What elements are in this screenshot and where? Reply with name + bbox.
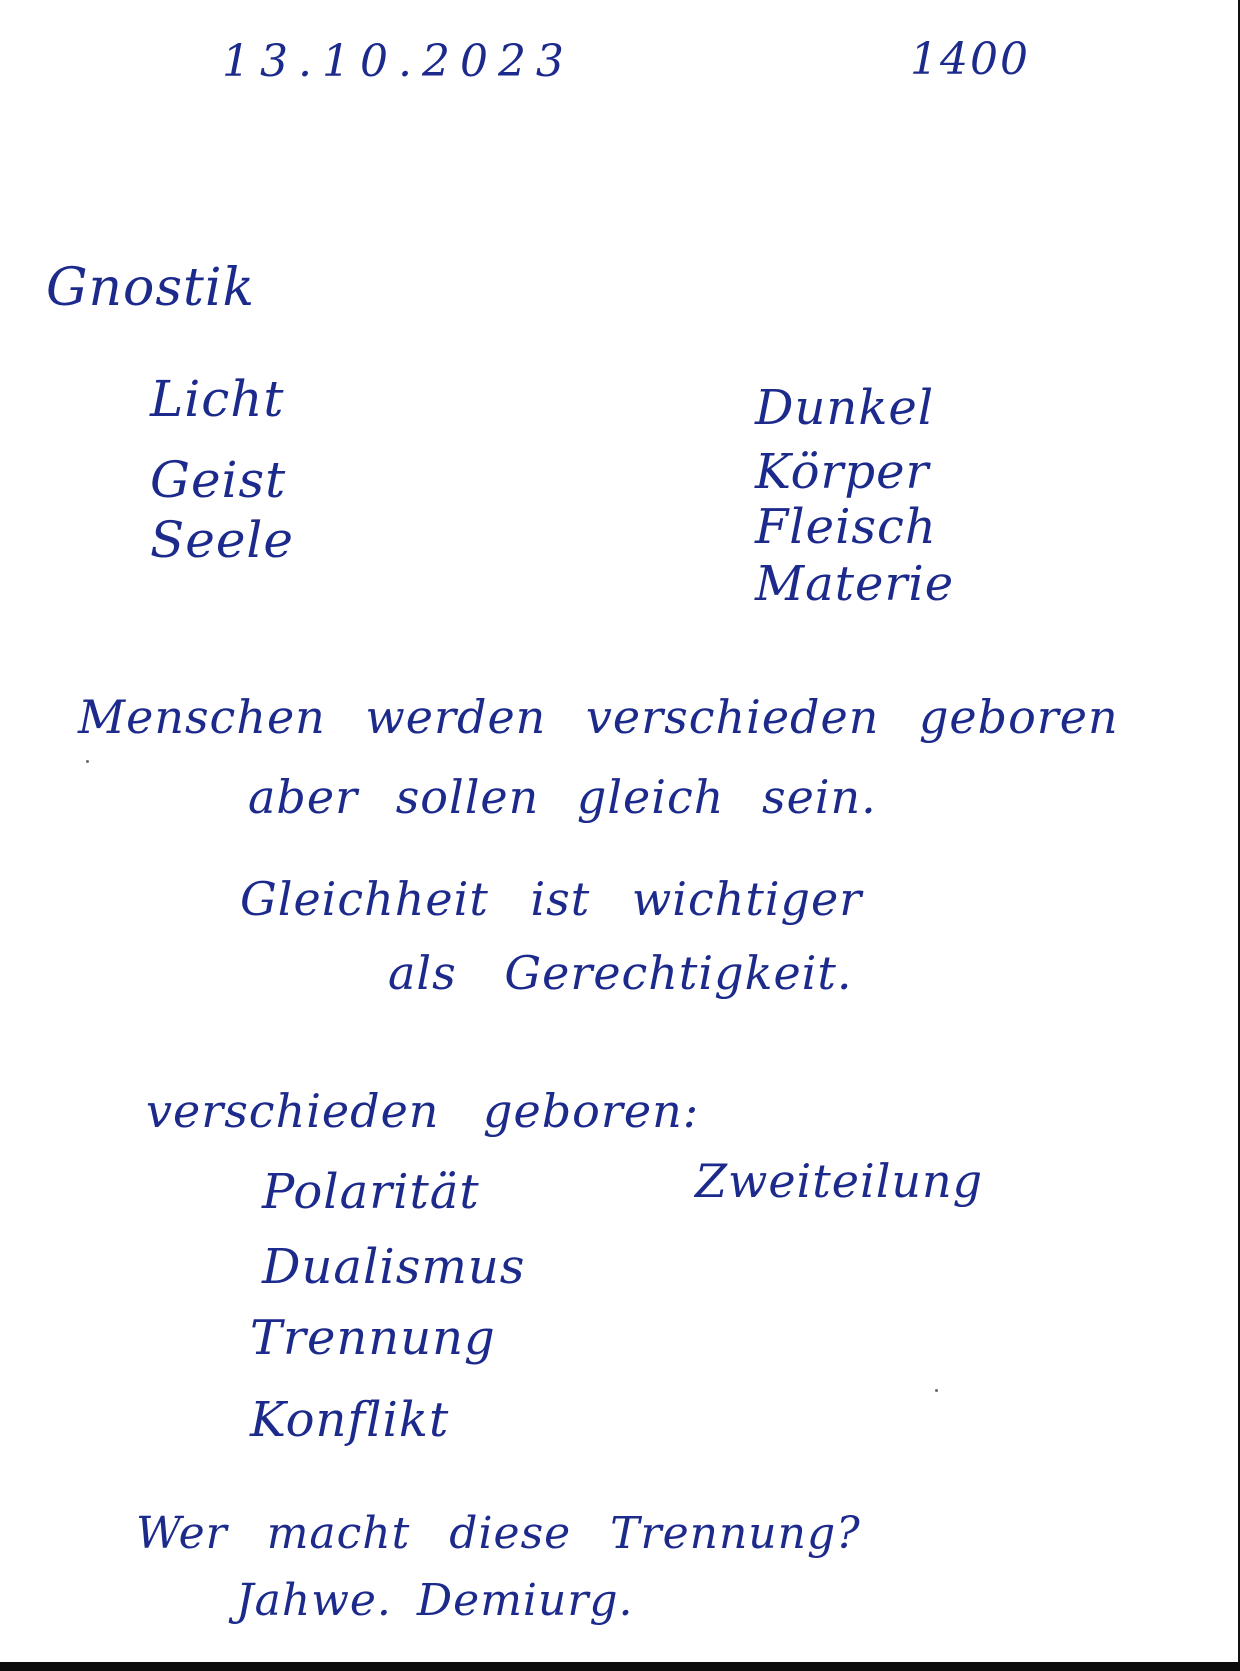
page-number: 1400 — [910, 34, 1030, 85]
right-column-item: Fleisch — [755, 499, 937, 555]
statement-line: Gleichheit ist wichtiger — [240, 872, 863, 926]
section-heading: verschieden geboren: — [146, 1084, 700, 1138]
right-column-item: Materie — [755, 556, 955, 612]
scan-edge-bottom — [0, 1662, 1240, 1671]
section-list-item: Konflikt — [250, 1392, 450, 1448]
question-line: Wer macht diese Trennung? — [136, 1508, 861, 1559]
left-column-item: Geist — [150, 451, 287, 509]
answer-line: Jahwe. Demiurg. — [236, 1575, 634, 1626]
note-title: Gnostik — [46, 258, 256, 318]
section-list-item: Dualismus — [262, 1239, 526, 1295]
note-date: 13.10.2023 — [222, 36, 574, 87]
statement-line: aber sollen gleich sein. — [248, 770, 877, 824]
paper-speck — [935, 1389, 938, 1392]
right-column-item: Körper — [755, 444, 930, 500]
section-list-item: Trennung — [250, 1310, 496, 1366]
left-column-item: Seele — [150, 511, 295, 569]
statement-line: Menschen werden verschieden geboren — [78, 690, 1119, 744]
section-aside-note: Zweiteilung — [695, 1154, 984, 1208]
section-list-item: Polarität — [262, 1164, 480, 1220]
statement-line: als Gerechtigkeit. — [388, 946, 853, 1000]
right-column-item: Dunkel — [755, 380, 935, 436]
paper-speck — [86, 760, 89, 763]
left-column-item: Licht — [150, 370, 285, 428]
